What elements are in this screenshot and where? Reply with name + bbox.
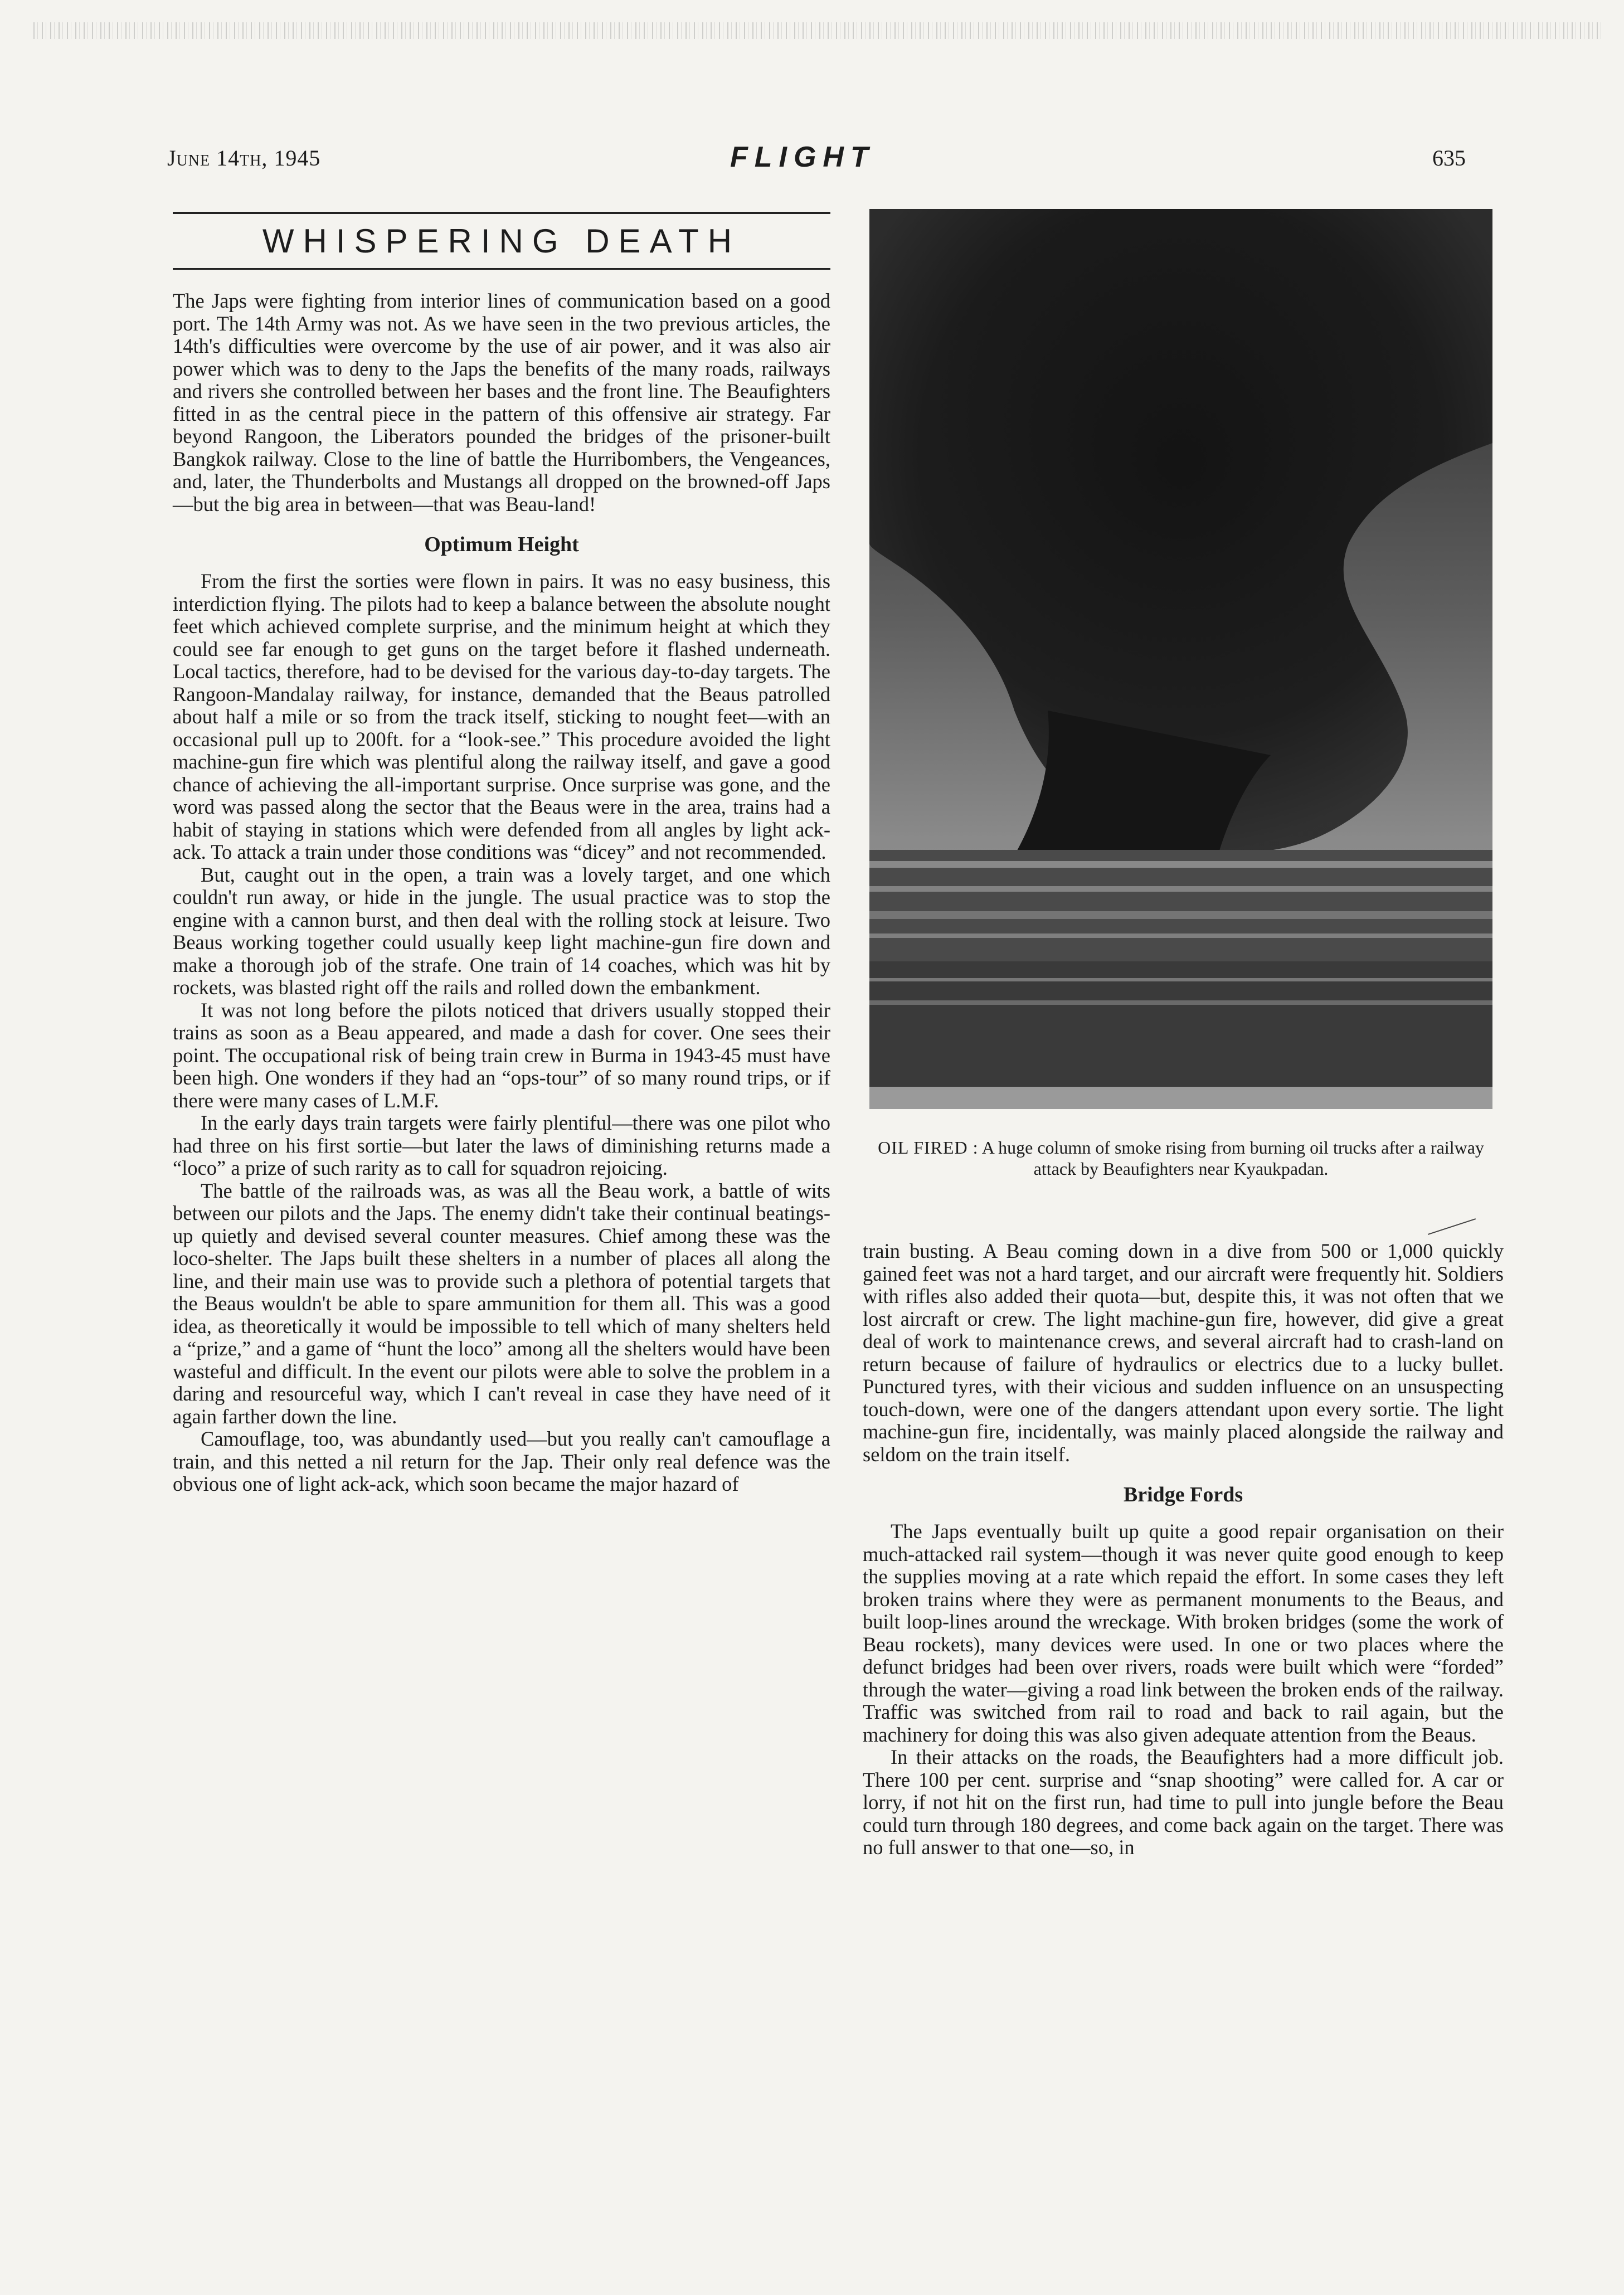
article-title: WHISPERING DEATH [262,222,741,260]
right-column [863,1240,1504,1859]
scan-noise [33,22,1605,39]
body-paragraph: In their attacks on the roads, the Beaufighters had a more difficult job. There 100 per cent. surprise and “snap shooting” were called for. A car or lorry, if not hit on the first run, had time to pull into jungle before the Beau could turn through 180 degrees, and come back again on the target. There was no full answer to that one—so, in [863,1745,1504,1859]
caption-text: A huge column of smoke rising from burning oil trucks after a railway attack by Beaufighters near Kyaukpadan. [981,1137,1484,1179]
section-heading: Bridge Fords [1123,1483,1243,1506]
body-paragraph: train busting. A Beau coming down in a dive from 500 or 1,000 quickly gained feet was not a hard target, and our aircraft were frequently hit. Soldiers with rifles also added their quota—but, despite this, it was not often that we lost aircraft or crew. The light machine-gun fire, however, did give a great deal of work to maintenance crews, and several aircraft had to crash-land on return because of failure of hydraulics or electrics due to a lucky bullet. Punctured tyres, with their vicious and sudden influence on an unsuspecting touch-down, were one of the dangers attendant upon every sortie. The light machine-gun fire, incidentally, was mainly placed alongside the railway and seldom on the train itself. [863,1239,1504,1466]
body-paragraph: Camouflage, too, was abundantly used—but you really can't camouflage a train, and this netted a nil return for the Jap. Their only real defence was the obvious one of light ack-ack, which soon became the major hazard of [173,1427,830,1495]
body-paragraph: But, caught out in the open, a train was a lovely target, and one which couldn't run away, or hide in the jungle. The usual practice was to stop the engine with a cannon burst, and then deal with the rolling stock at leisure. Two Beaus working together could usually keep light machine-gun fire down and make a thorough job of the strafe. One train of 14 coaches, which was hit by rockets, was blasted right off the rails and rolled down the embankment. [173,863,830,999]
section-heading: Optimum Height [424,533,579,556]
photo-caption [875,1137,1487,1179]
page-number: 635 [1432,145,1466,171]
caption-lead: OIL FIRED : [878,1137,979,1158]
body-paragraph: The battle of the railroads was, as was all the Beau work, a battle of wits between our pilots and the Japs. The enemy didn't take their continual beatings-up quietly and devised several counter measures. Chief among these was the loco-shelter. The Japs built these shelters in a number of places all along the line, and their main use was to provide such a plethora of potential targets that the Beaus wouldn't be able to spare ammunition for them all. This was a good idea, as theoretically it would be impossible to tell which of many shelters held a “prize,” and a game of “hunt the loco” among all the shelters would have been wasteful and difficult. In the event our pilots were able to solve the problem in a daring and resourceful way, which I can't reveal in case they have need of it again farther down the line. [173,1179,830,1428]
body-paragraph: It was not long before the pilots noticed that drivers usually stopped their trains as soon as a Beau appeared, and made a dash for cover. One sees their point. The occupational risk of being train crew in Burma in 1943-45 must have been high. One wonders if they had an “ops-tour” of so many round trips, or if there were many cases of L.M.F. [173,998,830,1112]
column-divider [1428,1218,1476,1235]
smoke-column-photo [869,209,1492,1109]
photo-image [869,209,1492,1109]
left-column [173,212,830,1496]
issue-date: June 14th, 1945 [167,145,321,171]
intro-paragraph: The Japs were fighting from interior lines of communication based on a good port. The 14th Army was not. As we have seen in the two previous articles, the 14th's difficulties were overcome by the use of air power, and it was also air power which was to deny to the Japs the benefits of the many roads, railways and rivers she controlled between her bases and the front line. The Beaufighters fitted in as the central piece in the pattern of this offensive air strategy. Far beyond Rangoon, the Liberators pounded the bridges of the prisoner-built Bangkok railway. Close to the line of battle the Hurribombers, the Vengeances, and, later, the Thunderbolts and Mustangs all dropped on the browned-off Japs—but the big area in between—that was Beau-land! [173,289,830,516]
body-paragraph: In the early days train targets were fairly plentiful—there was one pilot who had three on his first sortie—but later the laws of diminishing returns made a “loco” a prize of such rarity as to call for squadron rejoicing. [173,1111,830,1179]
title-rule-top [173,212,830,214]
body-paragraph: From the first the sorties were flown in pairs. It was no easy business, this interdiction flying. The pilots had to keep a balance between the absolute nought feet which achieved complete surprise, and the minimum height at which they could see far enough to get guns on the target before it flashed underneath. Local tactics, therefore, had to be devised for the various day-to-day targets. The Rangoon-Mandalay railway, for instance, demanded that the Beaus patrolled about half a mile or so from the track itself, sticking to nought feet—with an occasional pull up to 200ft. for a “look-see.” This procedure avoided the light machine-gun fire which was plentiful along the railway itself, and gave a good chance of achieving the all-important surprise. Once surprise was gone, and the word was passed along the sector that the Beaus were in the area, trains had a habit of staying in stations which were defended from all angles by light ack-ack. To attack a train under those conditions was “dicey” and not recommended. [173,570,830,863]
magazine-title: FLIGHT [730,141,875,173]
body-paragraph: The Japs eventually built up quite a good repair organisation on their much-attacked rail system—though it was never quite good enough to keep the supplies moving at a rate which repaid the effort. In some cases they left broken trains where they were as permanent monuments to the Beaus, and built loop-lines around the wreckage. With broken bridges (some the work of Beau rockets), many devices were used. In one or two places where the defunct bridges had been over rivers, roads were built which were “forded” through the water—giving a road link between the broken ends of the railway. Traffic was switched from rail to road and back to rail again, but the machinery for doing this was also given adequate attention from the Beaus. [863,1520,1504,1746]
title-rule-bottom [173,268,830,270]
page-header [167,141,1466,189]
